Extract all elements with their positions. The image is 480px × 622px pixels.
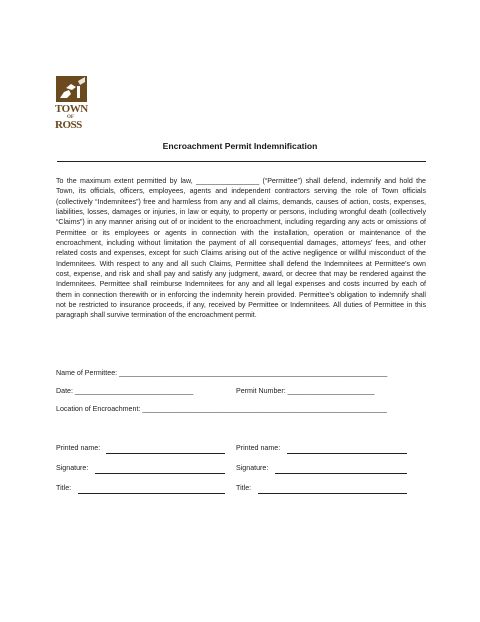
name-of-permittee-line[interactable]: ____________________________________________________________________ — [119, 369, 388, 377]
date-field[interactable] — [56, 387, 193, 395]
location-of-encroachment-label: Location of Encroachment: — [56, 405, 141, 413]
title-row-right[interactable] — [236, 484, 408, 504]
title-line-left[interactable] — [78, 493, 225, 494]
name-of-permittee-label: Name of Permittee: — [56, 369, 118, 377]
logo-of-text: OF — [67, 115, 74, 120]
date-line[interactable]: ______________________________ — [74, 387, 194, 395]
title-line-right[interactable] — [258, 493, 407, 494]
printed-name-row-left[interactable] — [56, 444, 226, 464]
location-of-encroachment-line[interactable]: ______________________________________________________________ — [142, 405, 387, 413]
printed-name-line-left[interactable] — [106, 453, 225, 454]
signature-row-left[interactable] — [56, 464, 226, 484]
printed-name-row-right[interactable] — [236, 444, 408, 464]
location-of-encroachment-field[interactable] — [56, 405, 387, 413]
title-label-right: Title: — [236, 484, 252, 492]
title-label-left: Title: — [56, 484, 72, 492]
document-title: Encroachment Permit Indemnification — [162, 141, 318, 151]
printed-name-line-right[interactable] — [287, 453, 407, 454]
signature-row-right[interactable] — [236, 464, 408, 484]
signature-line-left[interactable] — [95, 473, 225, 474]
logo-town-text: TOWN — [55, 103, 88, 115]
signature-label-left: Signature: — [56, 464, 89, 472]
permit-number-label: Permit Number: — [236, 387, 286, 395]
town-of-ross-logo — [54, 74, 96, 136]
indemnification-paragraph: To the maximum extent permitted by law, ________________ (“Permittee”) shall defend, indemnify and hold the Town, its officials, officers, employees, agents and independent contractors serving the role of Town officials (collectively “Indemnitees”) free and harmless from any and all claims, demands, causes of action, costs, expenses, liabilities, losses, damages or injuries, in law or equity, to property or persons, including wrongful death (collectively “Claims”) in any manner arising out of or incident to the encroachment, including regarding any acts or omissions of Permittee or its employees or agents in connection with the installation, operation or maintenance of the encroachment, including without limitation the payment of all consequential damages, attorneys’ fees, and other related costs and expenses, except for such Claims arising out of the active negligence or willful misconduct of the Indemnitees. With respect to any and all such Claims, Permittee shall defend the Indemnitees at Permittee’s own cost, expense, and risk and shall pay and satisfy any judgment, award, or decree that may be rendered against the Indemnitees. Permittee shall reimburse Indemnitees for any and all legal expenses and costs incurred by each of them in connection therewith or in enforcing the indemnity herein provided. Permittee’s obligation to indemnify shall not be restricted to insurance proceeds, if any, received by Permittee or Indemnitees. All duties of Permittee in this paragraph shall survive termination of the encroachment permit. — [56, 177, 426, 320]
logo-ross-text: ROSS — [55, 119, 82, 131]
permit-number-field[interactable] — [236, 387, 374, 395]
signature-block-right — [236, 444, 408, 504]
date-label: Date: — [56, 387, 73, 395]
title-divider — [57, 161, 426, 162]
printed-name-label-right: Printed name: — [236, 444, 281, 452]
signature-block-left — [56, 444, 226, 504]
permit-number-line[interactable]: ______________________ — [287, 387, 375, 395]
printed-name-label-left: Printed name: — [56, 444, 101, 452]
signature-label-right: Signature: — [236, 464, 269, 472]
logo-wordmark — [55, 104, 88, 131]
name-of-permittee-field[interactable] — [56, 369, 387, 377]
title-row-left[interactable] — [56, 484, 226, 504]
signature-line-right[interactable] — [275, 473, 407, 474]
